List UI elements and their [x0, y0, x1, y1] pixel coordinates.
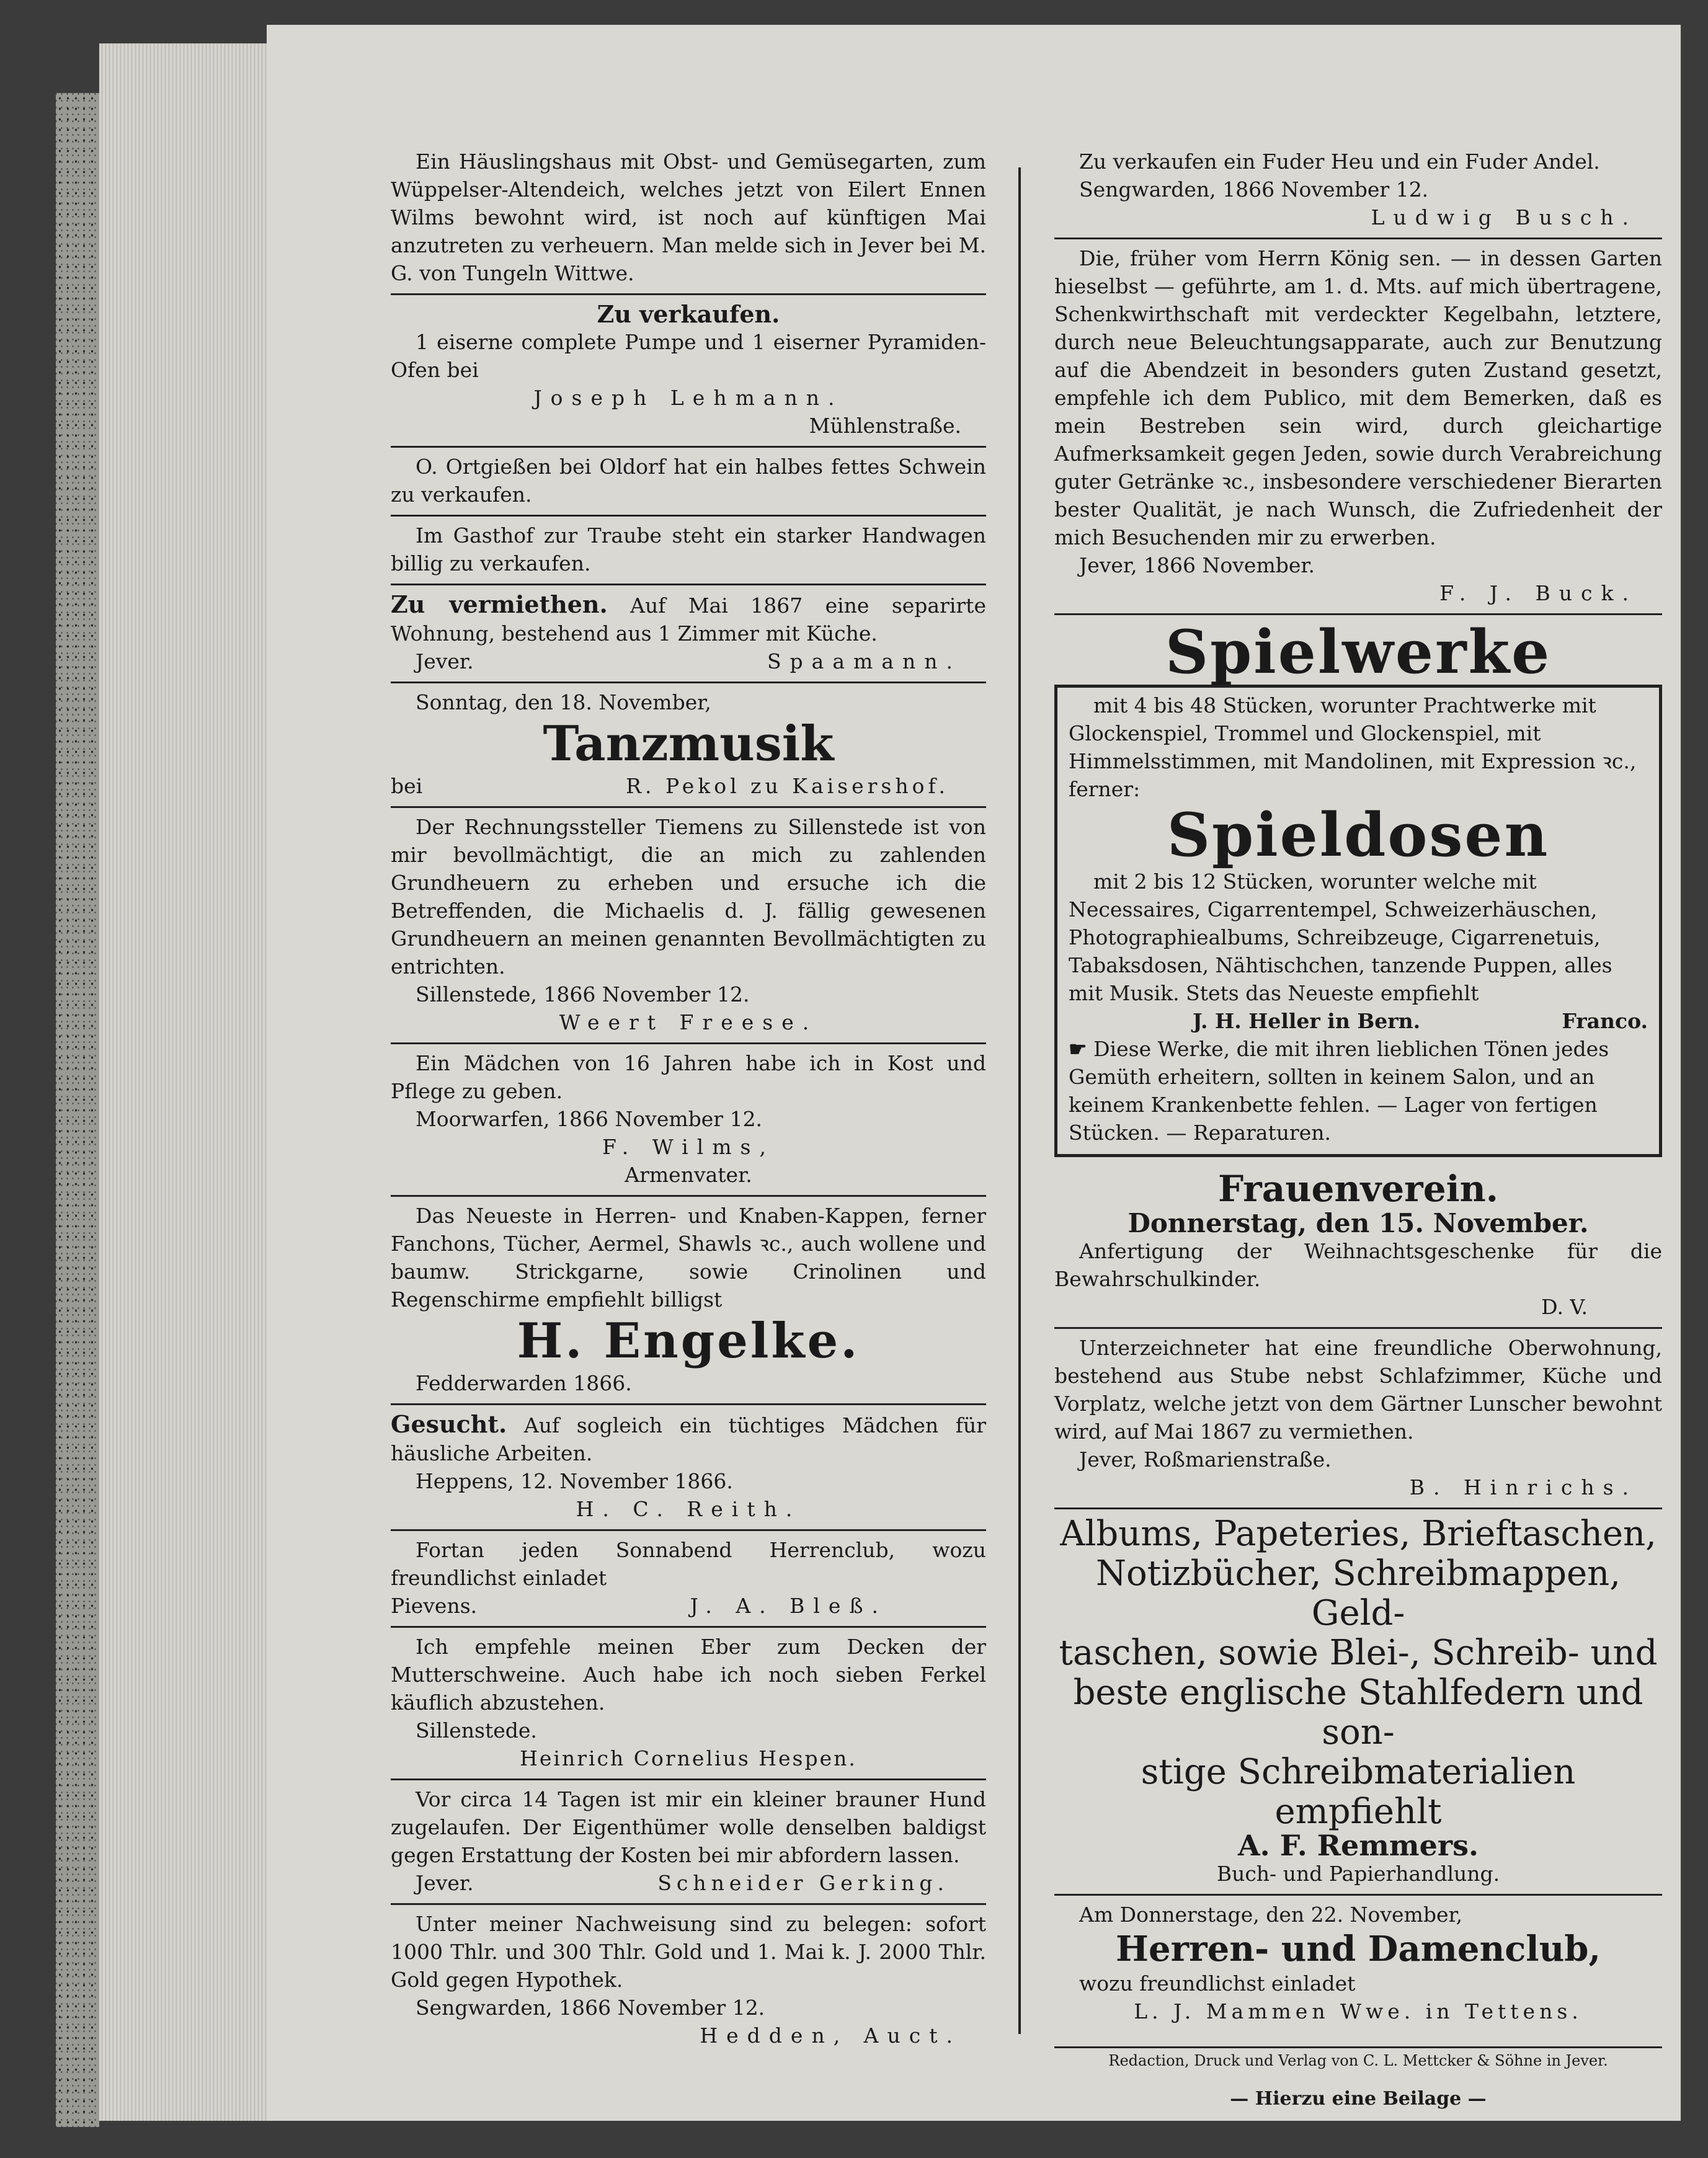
spielwerke-box: mit 4 bis 48 Stücken, worunter Prachtwerke mit Glockenspiel, Trommel und Glockenspiel, mit Himmelsstimmen, mit Mandolinen, mit Expression ꝛc., ferner: Spieldosen mit 2 bis 12 Stücken, worunter welche mit Necessaires, Cigarrentempel, Schweizerhäuschen, Photographiealbums, Schreibzeuge, Cigarrenetuis, Tabaksdosen, Nähtischchen, tanzende Puppen, alles mit Musik. Stets das Neueste empfiehlt J. H. Heller in Bern. Franco. ☛ Diese Werke, die mit ihren lieblichen Tönen jedes Gemüth erheitern, sollten in keinem Salon, und an keinem Krankenbette fehlen. — Lager von fertigen Stücken. — Reparaturen.	[1054, 685, 1662, 1157]
ad-handwagen: Im Gasthof zur Traube steht ein starker Handwagen billig zu verkaufen.	[391, 517, 986, 585]
ad-gesucht: Gesucht. Auf sogleich ein tüchtiges Mädchen für häusliche Arbeiten. Heppens, 12. November 1866. H. C. Reith.	[391, 1405, 986, 1531]
ad-pumpe: Zu verkaufen. 1 eiserne complete Pumpe und 1 eiserner Pyramiden-Ofen bei Joseph Lehmann. Mühlenstraße.	[391, 295, 986, 448]
spieldosen-title: Spieldosen	[1167, 800, 1550, 870]
imprint: Redaction, Druck und Verlag von C. L. Mettcker & Söhne in Jever.	[1054, 2046, 1662, 2069]
book-cover-edge	[56, 93, 99, 2127]
ad-grundheuern: Der Rechnungssteller Tiemens zu Sillenstede ist von mir bevollmächtigt, die an mich zu zahlenden Grundheuern zu erheben und ersuche ich die Betreffenden, die Michaelis d. J. fällig gewesenen Grundheuern an meinen genannten Bevollmächtigten zu entrichten. Sillenstede, 1866 November 12. Weert Freese.	[391, 808, 986, 1044]
ad-haeuslingshaus: Ein Häuslingshaus mit Obst- und Gemüsegarten, zum Wüppelser-Altendeich, welches jetzt von Eilert Ennen Wilms bewohnt wird, ist noch auf künftigen Mai anzutreten zu verheuern. Man melde sich in Jever bei M. G. von Tungeln Wittwe.	[391, 143, 986, 295]
ad-eber: Ich empfehle meinen Eber zum Decken der Mutterschweine. Auch habe ich noch sieben Ferkel käuflich abzustehen. Sillenstede. Heinrich Cornelius Hespen.	[391, 1628, 986, 1780]
ad-herrenclub: Fortan jeden Sonnabend Herrenclub, wozu freundlichst einladet Pievens. J. A. Bleß.	[391, 1531, 986, 1628]
ad-maedchen-kost: Ein Mädchen von 16 Jahren habe ich in Kost und Pflege zu geben. Moorwarfen, 1866 November 12. F. Wilms, Armenvater.	[391, 1044, 986, 1197]
ad-tanzmusik: Sonntag, den 18. November, Tanzmusik bei R. Pekol zu Kaisershof.	[391, 683, 986, 808]
ad-oberwohnung: Unterzeichneter hat eine freundliche Oberwohnung, bestehend aus Stube nebst Schlafzimmer, Küche und Vorplatz, welche jetzt von dem Gärtner Lunscher bewohnt wird, auf Mai 1867 zu vermiethen. Jever, Roßmarienstraße. B. Hinrichs.	[1054, 1329, 1662, 1509]
supplement-note: — Hierzu eine Beilage —	[1230, 2088, 1487, 2110]
column-divider	[1018, 167, 1021, 2034]
ad-frauenverein: Frauenverein. Donnerstag, den 15. November. Anfertigung der Weihnachtsgeschenke für die Bewahrschulkinder. D. V.	[1054, 1163, 1662, 1329]
ad-damenclub: Am Donnerstage, den 22. November, Herren- und Damenclub, wozu freundlichst einladet L. J. Mammen Wwe. in Tettens.	[1079, 1903, 1601, 2023]
spielwerke-title: Spielwerke	[1165, 617, 1552, 687]
ad-hund: Vor circa 14 Tagen ist mir ein kleiner brauner Hund zugelaufen. Der Eigenthümer wolle denselben baldigst gegen Erstattung der Kosten bei mir abfordern lassen. Jever. Schneider Gerking.	[391, 1780, 986, 1905]
ad-engelke: Das Neueste in Herren- und Knaben-Kappen, ferner Fanchons, Tücher, Aermel, Shawls ꝛc., auch wollene und baumw. Strickgarne, sowie Crinolinen und Regenschirme empfiehlt billigst H. Engelke. Fedderwarden 1866.	[391, 1197, 986, 1405]
ad-heu: Zu verkaufen ein Fuder Heu und ein Fuder Andel. Sengwarden, 1866 November 12. Ludwig Busch.	[1054, 143, 1662, 239]
left-column	[391, 143, 986, 2056]
ad-vermiethen: Zu vermiethen. Auf Mai 1867 eine separirte Wohnung, bestehend aus 1 Zimmer mit Küche. Jever. Spaamann.	[391, 585, 986, 683]
right-column	[1054, 143, 1662, 2128]
pointing-hand-icon: ☛	[1069, 1037, 1087, 1061]
ad-schenkwirthschaft: Die, früher vom Herrn König sen. — in dessen Garten hieselbst — geführte, am 1. d. Mts. auf mich übertragene, Schenkwirthschaft mit verdeckter Kegelbahn, letztere, durch neue Beleuchtungsapparate, auch zur Benutzung auf die Abendzeit in besonders guten Zustand gesetzt, empfehle ich dem Publico, mit dem Bemerken, daß es mein Bestreben sein wird, durch gleichartige Aufmerksamkeit gegen Jeden, sowie durch Verabreichung guter Getränke ꝛc., insbesondere verschiedener Bierarten bester Qualität, je nach Wunsch, die Zufriedenheit der mich Besuchenden mir zu erwerben. Jever, 1866 November. F. J. Buck.	[1054, 239, 1662, 615]
page-edges	[99, 43, 267, 2121]
ad-remmers: Albums, Papeteries, Brieftaschen, Notizbücher, Schreibmappen, Geld- taschen, sowie Blei-, Schreib- und beste englische Stahlfedern und son- stige Schreibmaterialien empfiehlt A. F. Remmers. Buch- und Papierhandlung.	[1054, 1509, 1662, 1896]
ad-schwein: O. Ortgießen bei Oldorf hat ein halbes fettes Schwein zu verkaufen.	[391, 448, 986, 517]
ad-hypothek: Unter meiner Nachweisung sind zu belegen: sofort 1000 Thlr. und 300 Thlr. Gold und 1. Mai k. J. 2000 Thlr. Gold gegen Hypothek. Sengwarden, 1866 November 12. Hedden, Auct.	[391, 1912, 986, 2048]
